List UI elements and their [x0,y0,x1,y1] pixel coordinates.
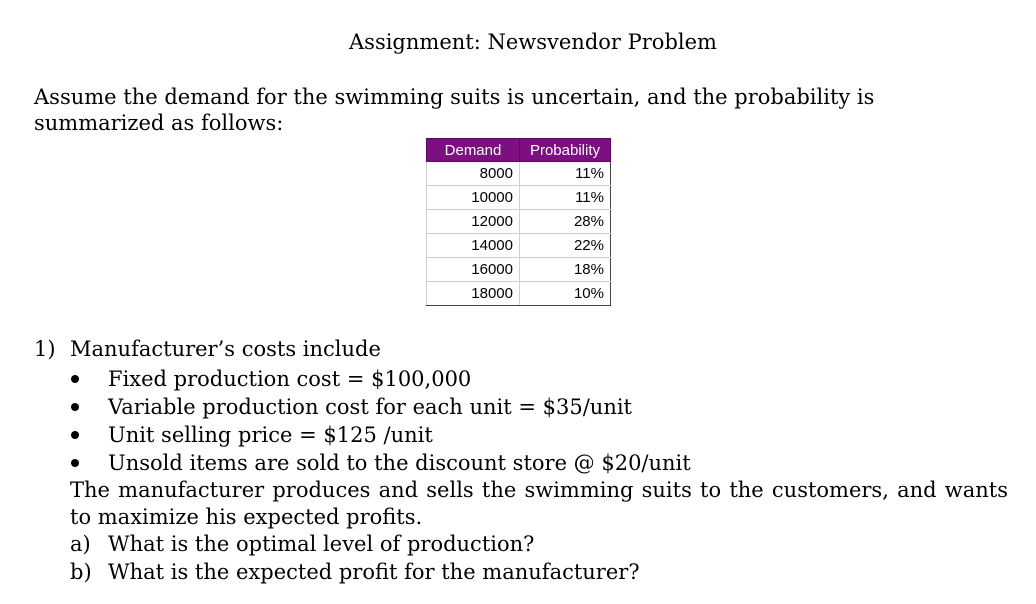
question-paragraph: The manufacturer produces and sells the swimming suits to the customers, and wants to maximize his expected profits. [70,478,1008,529]
question-number: 1) [34,337,56,361]
cost-list [70,365,691,477]
demand-cell: 16000 [427,258,520,282]
table-row [427,186,611,210]
list-item-text: Fixed production cost = $100,000 [108,367,472,391]
list-item [70,530,640,558]
bullet-icon [71,431,79,439]
demand-cell: 14000 [427,234,520,258]
table-header-row [427,139,611,162]
subquestion-text: What is the expected profit for the manufacturer? [108,560,640,584]
table-row [427,282,611,306]
header-demand: Demand [427,139,520,162]
bullet-icon [71,375,79,383]
demand-probability-table [426,138,611,306]
demand-cell: 10000 [427,186,520,210]
subquestion-text: What is the optimal level of production? [108,532,535,556]
probability-cell: 22% [520,234,611,258]
demand-cell: 18000 [427,282,520,306]
list-item-text: Unsold items are sold to the discount store @ $20/unit [108,451,691,475]
probability-cell: 18% [520,258,611,282]
list-item-text: Unit selling price = $125 /unit [108,423,433,447]
bullet-icon [71,459,79,467]
list-item [70,393,691,421]
subquestion-label: b) [70,560,92,584]
intro-text: Assume the demand for the swimming suits is uncertain, and the probability is summarized as follows: [34,85,875,135]
list-item [70,449,691,477]
demand-cell: 12000 [427,210,520,234]
subquestion-list [70,530,640,586]
question-lead: Manufacturer’s costs include [70,337,381,361]
probability-cell: 10% [520,282,611,306]
table-row [427,210,611,234]
subquestion-label: a) [70,532,91,556]
probability-cell: 11% [520,162,611,186]
table-row [427,162,611,186]
demand-cell: 8000 [427,162,520,186]
list-item [70,558,640,586]
header-probability: Probability [520,139,611,162]
probability-cell: 28% [520,210,611,234]
probability-cell: 11% [520,186,611,210]
list-item-text: Variable production cost for each unit = $35/unit [108,395,632,419]
list-item [70,365,691,393]
table-row [427,258,611,282]
table-row [427,234,611,258]
document-title: Assignment: Newsvendor Problem [349,30,717,54]
list-item [70,421,691,449]
bullet-icon [71,403,79,411]
